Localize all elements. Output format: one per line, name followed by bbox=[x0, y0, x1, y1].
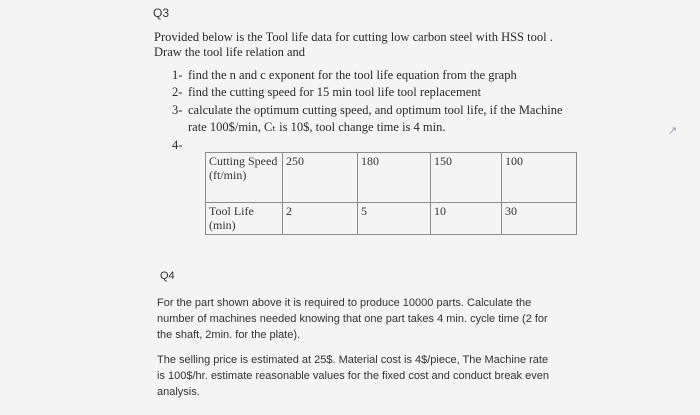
table-cell: 150 bbox=[431, 153, 502, 203]
table-cell: 100 bbox=[502, 153, 577, 203]
q3-item-4-number: 4- bbox=[172, 138, 183, 152]
mouse-cursor-icon: ↗ bbox=[668, 125, 678, 137]
q4-para-2-line-3: analysis. bbox=[157, 386, 200, 398]
q4-para-1-line-3: the shaft, 2min. for the plate). bbox=[157, 329, 301, 341]
table-cell: 10 bbox=[431, 203, 502, 235]
q3-item-3-continuation: rate 100$/min, Cₜ is 10$, tool change time is 4 min. bbox=[188, 120, 446, 134]
table-row bbox=[206, 153, 577, 203]
table-cell: 2 bbox=[283, 203, 358, 235]
q4-heading: Q4 bbox=[160, 270, 175, 282]
q3-intro-line-1: Provided below is the Tool life data for cutting low carbon steel with HSS tool . bbox=[154, 30, 553, 44]
table-cell: 180 bbox=[358, 153, 431, 203]
item-number: 3- bbox=[172, 103, 183, 117]
item-number: 1- bbox=[172, 68, 183, 82]
q3-heading: Q3 bbox=[153, 6, 170, 20]
q4-para-2-line-1: The selling price is estimated at 25$. Material cost is 4$/piece, The Machine rate bbox=[157, 354, 549, 366]
item-text: calculate the optimum cutting speed, and optimum tool life, if the Machine bbox=[188, 103, 563, 117]
q4-para-2-line-2: is 100$/hr. estimate reasonable values for the fixed cost and conduct break even bbox=[157, 370, 549, 382]
table-cell: Cutting Speed (ft/min) bbox=[206, 153, 283, 203]
table-cell: 30 bbox=[502, 203, 577, 235]
item-text: find the cutting speed for 15 min tool life tool replacement bbox=[188, 85, 481, 99]
q4-para-1-line-1: For the part shown above it is required to produce 10000 parts. Calculate the bbox=[157, 297, 532, 309]
table-cell: 5 bbox=[358, 203, 431, 235]
item-number: 2- bbox=[172, 85, 183, 99]
table-cell: Tool Life (min) bbox=[206, 203, 283, 235]
tool-life-table bbox=[205, 152, 577, 235]
item-text: find the n and c exponent for the tool life equation from the graph bbox=[188, 68, 517, 82]
table-row bbox=[206, 203, 577, 235]
q3-intro-line-2: Draw the tool life relation and bbox=[154, 45, 305, 59]
q4-para-1-line-2: number of machines needed knowing that one part takes 4 min. cycle time (2 for bbox=[157, 313, 548, 325]
table-cell: 250 bbox=[283, 153, 358, 203]
